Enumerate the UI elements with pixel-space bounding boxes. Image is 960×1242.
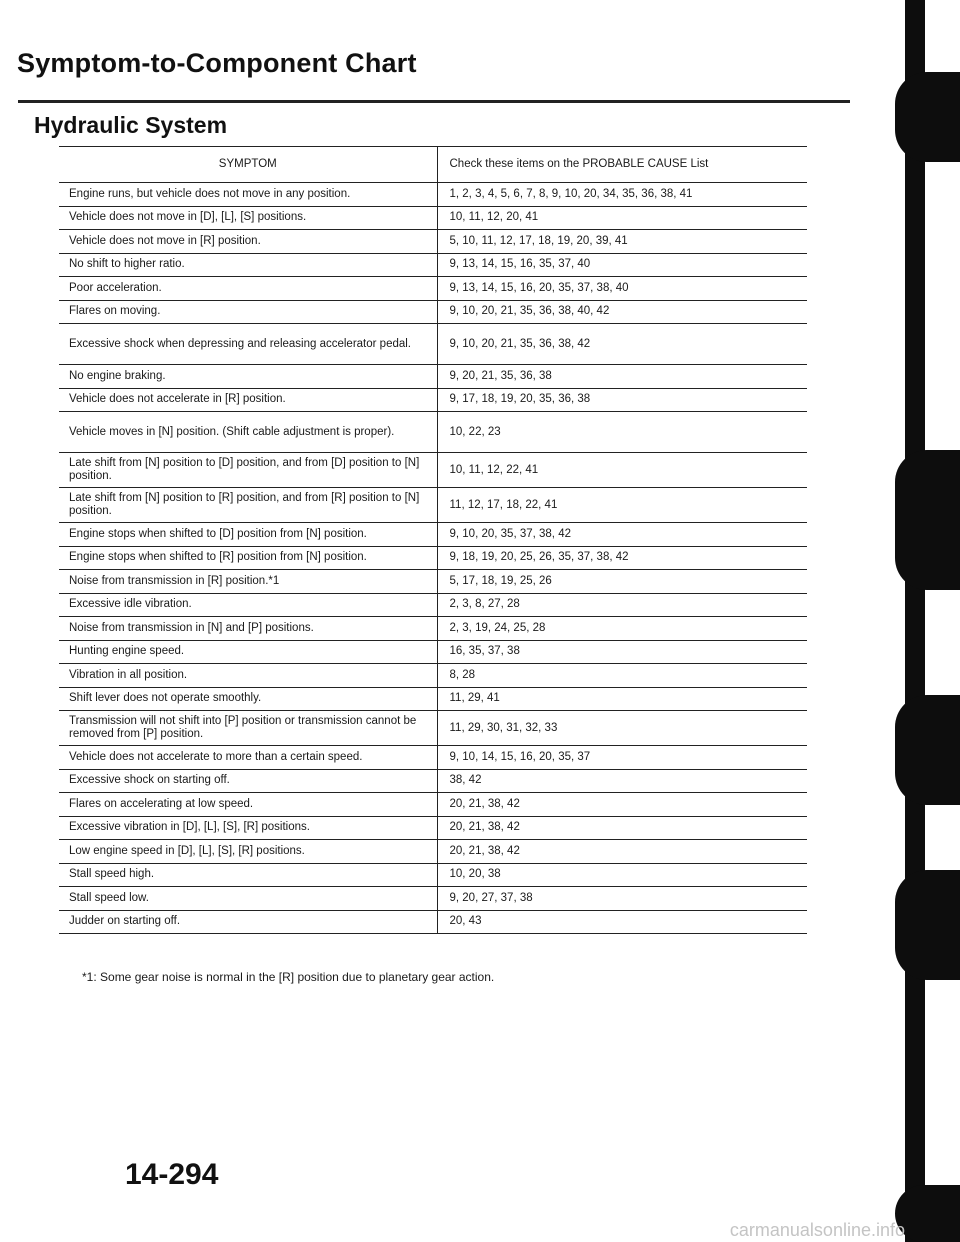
symptom-cell: No shift to higher ratio.	[59, 253, 437, 277]
cause-cell: 10, 11, 12, 22, 41	[437, 453, 807, 488]
symptom-cell: Flares on moving.	[59, 300, 437, 324]
table-row	[59, 412, 807, 453]
cause-cell: 5, 10, 11, 12, 17, 18, 19, 20, 39, 41	[437, 230, 807, 254]
symptom-cell: Late shift from [N] position to [D] position, and from [D] position to [N] position.	[59, 453, 437, 488]
cause-cell: 9, 17, 18, 19, 20, 35, 36, 38	[437, 388, 807, 412]
column-header-probable-cause: Check these items on the PROBABLE CAUSE List	[437, 147, 807, 183]
cause-cell: 11, 29, 41	[437, 687, 807, 711]
symptom-cell: Flares on accelerating at low speed.	[59, 793, 437, 817]
cause-cell: 2, 3, 8, 27, 28	[437, 593, 807, 617]
symptom-cell: Engine runs, but vehicle does not move in any position.	[59, 183, 437, 207]
cause-cell: 9, 10, 14, 15, 16, 20, 35, 37	[437, 746, 807, 770]
table-row	[59, 230, 807, 254]
cause-cell: 10, 20, 38	[437, 863, 807, 887]
cause-cell: 20, 21, 38, 42	[437, 816, 807, 840]
binding-spine	[905, 0, 925, 1242]
cause-cell: 20, 21, 38, 42	[437, 840, 807, 864]
table-row	[59, 546, 807, 570]
page-number: 14-294	[125, 1158, 219, 1191]
table-row	[59, 206, 807, 230]
table-row	[59, 523, 807, 547]
table-row	[59, 711, 807, 746]
symptom-cell: Excessive shock on starting off.	[59, 769, 437, 793]
cause-cell: 16, 35, 37, 38	[437, 640, 807, 664]
symptom-cell: Noise from transmission in [R] position.*1	[59, 570, 437, 594]
cause-cell: 2, 3, 19, 24, 25, 28	[437, 617, 807, 641]
symptom-cell: Engine stops when shifted to [R] position from [N] position.	[59, 546, 437, 570]
symptom-cell: Stall speed low.	[59, 887, 437, 911]
section-title: Hydraulic System	[34, 112, 228, 138]
section-tab-marker	[895, 450, 960, 590]
table-row	[59, 300, 807, 324]
symptom-cell: Hunting engine speed.	[59, 640, 437, 664]
section-tab-marker	[895, 72, 960, 162]
table-row	[59, 453, 807, 488]
table-row	[59, 640, 807, 664]
cause-cell: 9, 18, 19, 20, 25, 26, 35, 37, 38, 42	[437, 546, 807, 570]
cause-cell: 5, 17, 18, 19, 25, 26	[437, 570, 807, 594]
table-row	[59, 769, 807, 793]
table-row	[59, 324, 807, 365]
cause-cell: 11, 12, 17, 18, 22, 41	[437, 488, 807, 523]
symptom-cell: Judder on starting off.	[59, 910, 437, 934]
table-row	[59, 388, 807, 412]
section-tab-marker	[895, 695, 960, 805]
symptom-cell: Poor acceleration.	[59, 277, 437, 301]
table-row	[59, 365, 807, 389]
cause-cell: 8, 28	[437, 664, 807, 688]
table-row	[59, 840, 807, 864]
section-tab-marker	[895, 870, 960, 980]
symptom-cell: Vehicle moves in [N] position. (Shift cable adjustment is proper).	[59, 412, 437, 453]
table-row	[59, 910, 807, 934]
cause-cell: 10, 11, 12, 20, 41	[437, 206, 807, 230]
table-row	[59, 277, 807, 301]
footnote: *1: Some gear noise is normal in the [R] position due to planetary gear action.	[82, 970, 495, 984]
table-row	[59, 863, 807, 887]
symptom-cell: Low engine speed in [D], [L], [S], [R] positions.	[59, 840, 437, 864]
table-row	[59, 617, 807, 641]
cause-cell: 9, 10, 20, 21, 35, 36, 38, 42	[437, 324, 807, 365]
symptom-cell: Vehicle does not move in [R] position.	[59, 230, 437, 254]
cause-cell: 20, 43	[437, 910, 807, 934]
symptom-cell: Noise from transmission in [N] and [P] positions.	[59, 617, 437, 641]
symptom-cell: Vibration in all position.	[59, 664, 437, 688]
symptom-cell: Late shift from [N] position to [R] position, and from [R] position to [N] position.	[59, 488, 437, 523]
cause-cell: 9, 13, 14, 15, 16, 35, 37, 40	[437, 253, 807, 277]
column-header-symptom: SYMPTOM	[59, 147, 437, 183]
symptom-cell: Vehicle does not accelerate to more than a certain speed.	[59, 746, 437, 770]
watermark: carmanualsonline.info	[729, 1220, 905, 1240]
table-row	[59, 183, 807, 207]
cause-cell: 38, 42	[437, 769, 807, 793]
symptom-cell: Vehicle does not move in [D], [L], [S] positions.	[59, 206, 437, 230]
symptom-cell: Vehicle does not accelerate in [R] position.	[59, 388, 437, 412]
table-row	[59, 488, 807, 523]
cause-cell: 9, 13, 14, 15, 16, 20, 35, 37, 38, 40	[437, 277, 807, 301]
cause-cell: 1, 2, 3, 4, 5, 6, 7, 8, 9, 10, 20, 34, 35, 36, 38, 41	[437, 183, 807, 207]
symptom-cell: Excessive idle vibration.	[59, 593, 437, 617]
cause-cell: 10, 22, 23	[437, 412, 807, 453]
table-row	[59, 793, 807, 817]
table-header-row	[59, 147, 807, 183]
table-row	[59, 746, 807, 770]
cause-cell: 9, 20, 27, 37, 38	[437, 887, 807, 911]
table-row	[59, 664, 807, 688]
table-row	[59, 253, 807, 277]
table-row	[59, 816, 807, 840]
symptom-cell: Transmission will not shift into [P] position or transmission cannot be removed from [P] position.	[59, 711, 437, 746]
cause-cell: 9, 10, 20, 35, 37, 38, 42	[437, 523, 807, 547]
symptom-cell: No engine braking.	[59, 365, 437, 389]
symptom-cell: Excessive vibration in [D], [L], [S], [R] positions.	[59, 816, 437, 840]
page-title: Symptom-to-Component Chart	[17, 48, 417, 78]
table-row	[59, 687, 807, 711]
table-row	[59, 887, 807, 911]
symptom-chart-table	[59, 146, 807, 934]
table-row	[59, 570, 807, 594]
symptom-cell: Stall speed high.	[59, 863, 437, 887]
cause-cell: 11, 29, 30, 31, 32, 33	[437, 711, 807, 746]
table-row	[59, 593, 807, 617]
symptom-cell: Engine stops when shifted to [D] position from [N] position.	[59, 523, 437, 547]
cause-cell: 20, 21, 38, 42	[437, 793, 807, 817]
cause-cell: 9, 10, 20, 21, 35, 36, 38, 40, 42	[437, 300, 807, 324]
title-rule	[18, 100, 850, 103]
symptom-cell: Excessive shock when depressing and releasing accelerator pedal.	[59, 324, 437, 365]
cause-cell: 9, 20, 21, 35, 36, 38	[437, 365, 807, 389]
symptom-cell: Shift lever does not operate smoothly.	[59, 687, 437, 711]
